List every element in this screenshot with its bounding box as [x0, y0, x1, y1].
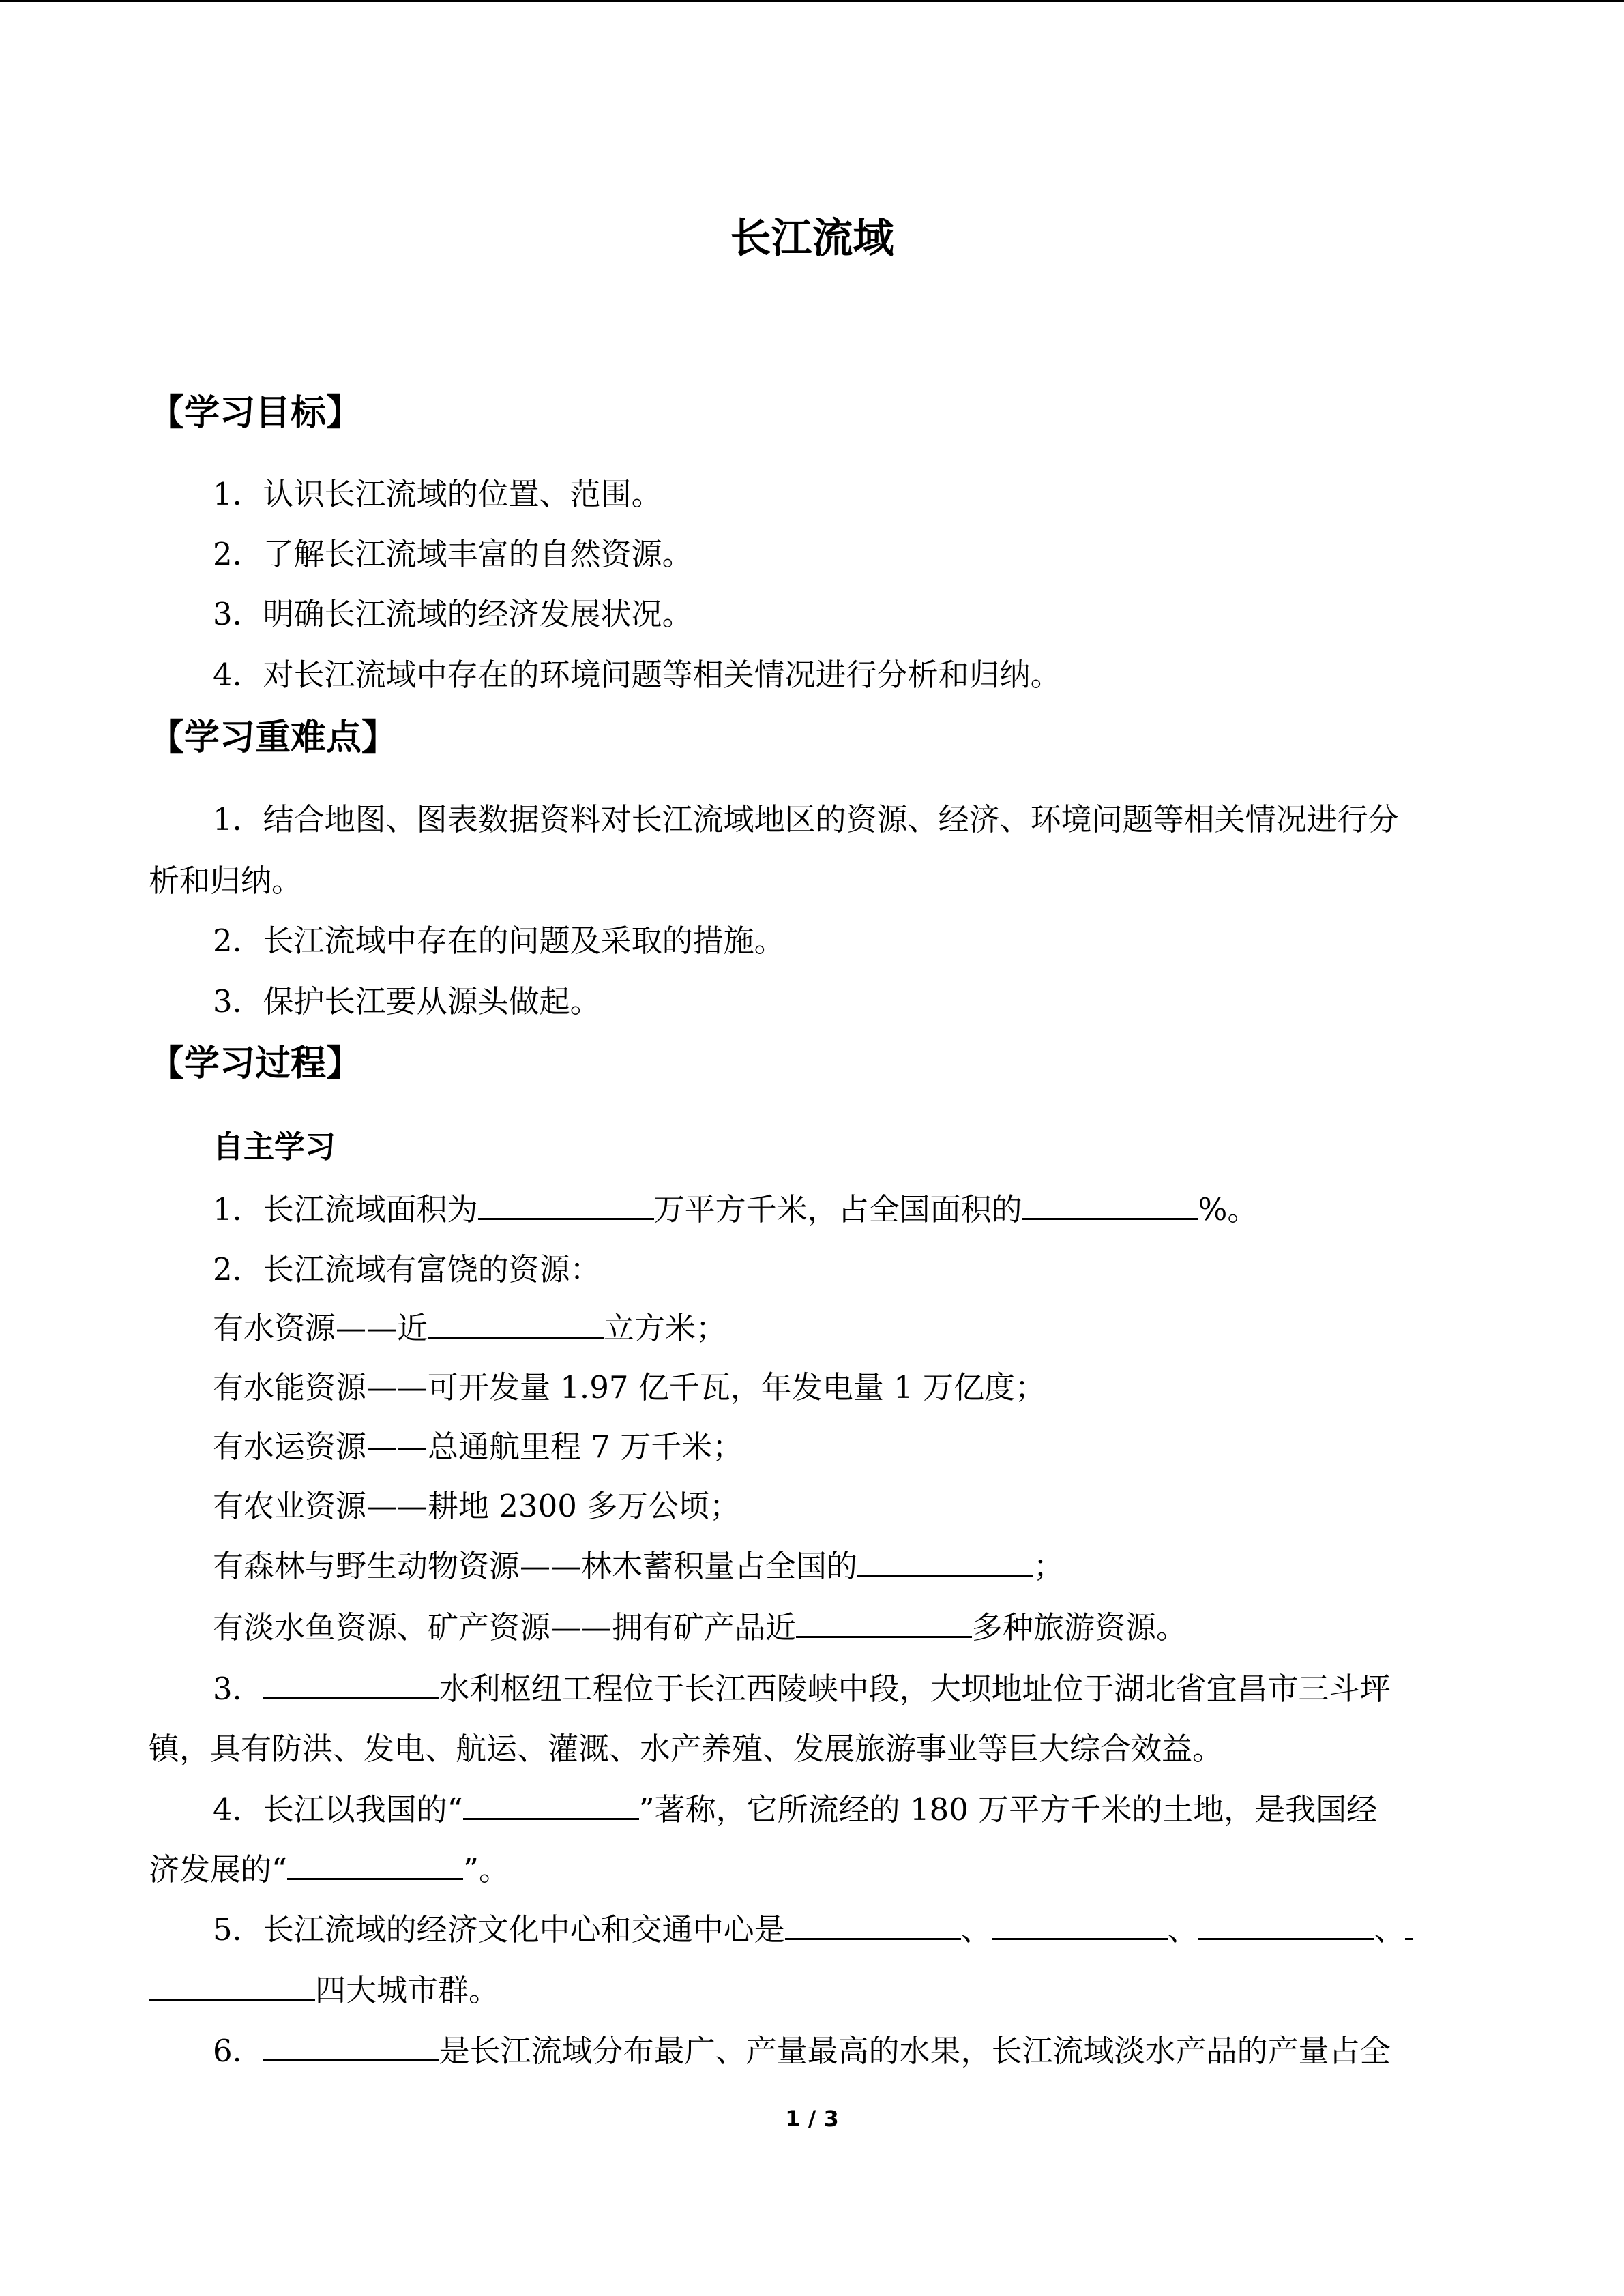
- fill-blank[interactable]: [785, 1911, 961, 1940]
- fill-blank[interactable]: [1198, 1911, 1374, 1940]
- resource-forest: 有森林与野生动物资源——林木蓄积量占全国的 ；: [213, 1548, 1065, 1584]
- key-point-item: 3．保护长江要从源头做起。: [213, 983, 601, 1019]
- question-5: 5．长江流域的经济文化中心和交通中心是 、 、 、: [213, 1909, 1413, 1950]
- objective-item: 3．明确长江流域的经济发展状况。: [213, 596, 693, 632]
- question-1: 1．长江流域面积为 万平方千米，占全国面积的 %。: [213, 1191, 1258, 1227]
- fill-blank[interactable]: [263, 1670, 439, 1699]
- top-border-line: [0, 0, 1624, 2]
- question-4: 4．长江以我国的“ ”著称，它所流经的 180 万平方千米的土地，是我国经: [213, 1791, 1378, 1828]
- fill-blank[interactable]: [149, 1971, 315, 2001]
- page-number: 1 / 3: [785, 2106, 839, 2132]
- fill-blank[interactable]: [287, 1851, 463, 1880]
- question-3: 3． 水利枢纽工程位于长江西陵峡中段，大坝地址位于湖北省宜昌市三斗坪: [213, 1671, 1391, 1707]
- fill-blank[interactable]: [263, 2032, 439, 2061]
- question-5-continued: 四大城市群。: [149, 1970, 499, 2011]
- fill-blank[interactable]: [1022, 1191, 1198, 1220]
- fill-blank[interactable]: [478, 1191, 654, 1220]
- key-points-heading: 【学习重难点】: [149, 717, 398, 758]
- resource-agriculture: 有农业资源——耕地 2300 多万公顷；: [213, 1488, 741, 1524]
- question-6: 6． 是长江流域分布最广、产量最高的水果，长江流域淡水产品的产量占全: [213, 2033, 1391, 2069]
- fill-blank[interactable]: [857, 1547, 1033, 1577]
- key-point-item: 2．长江流域中存在的问题及采取的措施。: [213, 923, 785, 959]
- resource-hydropower: 有水能资源——可开发量 1.97 亿千瓦，年发电量 1 万亿度；: [213, 1369, 1046, 1405]
- objectives-heading: 【学习目标】: [149, 392, 362, 434]
- fill-blank[interactable]: [428, 1309, 604, 1339]
- objective-item: 2．了解长江流域丰富的自然资源。: [213, 536, 693, 572]
- key-point-item: 1．结合地图、图表数据资料对长江流域地区的资源、经济、环境问题等相关情况进行分: [213, 801, 1399, 837]
- fill-blank[interactable]: [1405, 1911, 1413, 1940]
- objective-item: 1．认识长江流域的位置、范围。: [213, 476, 662, 512]
- document-title: 长江流域: [730, 215, 894, 263]
- fill-blank[interactable]: [992, 1911, 1168, 1940]
- question-4-continued: 济发展的“ ”。: [149, 1851, 510, 1888]
- fill-blank[interactable]: [463, 1791, 639, 1820]
- question-2: 2．长江流域有富饶的资源：: [213, 1251, 601, 1287]
- self-study-subheading: 自主学习: [213, 1129, 336, 1165]
- key-point-item-continued: 析和归纳。: [149, 863, 303, 899]
- process-heading: 【学习过程】: [149, 1043, 362, 1084]
- resource-fish-mineral: 有淡水鱼资源、矿产资源——拥有矿产品近 多种旅游资源。: [213, 1609, 1187, 1645]
- fill-blank[interactable]: [796, 1609, 972, 1638]
- resource-shipping: 有水运资源——总通航里程 7 万千米；: [213, 1429, 743, 1465]
- objective-item: 4．对长江流域中存在的环境问题等相关情况进行分析和归纳。: [213, 657, 1061, 693]
- resource-water: 有水资源——近 立方米；: [213, 1310, 727, 1346]
- question-3-continued: 镇，具有防洪、发电、航运、灌溉、水产养殖、发展旅游事业等巨大综合效益。: [149, 1731, 1224, 1767]
